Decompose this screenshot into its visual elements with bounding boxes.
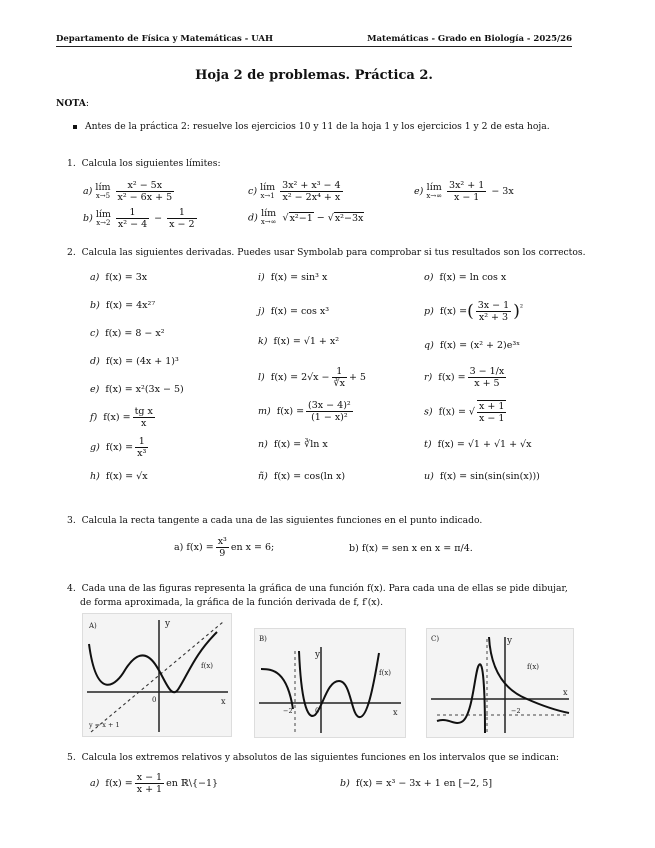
ex3-a: a) f(x) = $\frac{\text{x³}}{9}$ en x = 6; (174, 536, 275, 559)
figure-a-origin: 0 (152, 696, 157, 704)
ex2-n: n) f(x) = ∛ln x (258, 439, 328, 450)
ex2-h: h) f(x) = √x (90, 471, 148, 482)
ex2-f: f) f(x) = $\frac{\text{tg x}}{x}$ (90, 406, 153, 429)
ex2-enye: ñ) f(x) = cos(ln x) (258, 471, 346, 482)
figure-b-tag: B) (259, 635, 267, 643)
ex2-d: d) f(x) = (4x + 1)³ (90, 356, 179, 367)
figure-c-fx-label: f(x) (527, 663, 540, 671)
ex2-q: q) f(x) = (x² + 2)e³ˣ (424, 340, 521, 351)
figure-b-graph (255, 629, 405, 737)
ex1-d: d) lím x→∞ √x²−1 − √x²−3x (248, 208, 364, 226)
ex2-i: i) f(x) = sin³ x (258, 272, 328, 283)
header-right: Matemáticas - Grado en Biología - 2025/26 (367, 34, 572, 44)
ex2-p: p) f(x) =( $\frac{3x - 1}{\text{x² + 3}}$ )$^{^2}$ (424, 300, 524, 323)
ex2-k: k) f(x) = √1 + x² (258, 336, 340, 347)
figure-a-tag: A) (89, 622, 97, 630)
figure-a-x-label: x (221, 697, 226, 706)
figure-b-neg-label: −2 (283, 707, 293, 715)
ex5-a: a) f(x) = $\frac{x - 1}{x + 1}$ en ℝ\{−1} (90, 772, 219, 795)
header-rule (56, 46, 572, 47)
ex2-heading: 2. Calcula las siguientes derivadas. Puedes usar Symbolab para comprobar si tus resultados son los correctos. (67, 247, 586, 258)
ex2-j: j) f(x) = cos x³ (258, 306, 330, 317)
ex5-heading: 5. Calcula los extremos relativos y absolutos de las siguientes funciones en los intervalos que se indican: (67, 752, 559, 763)
ex2-r: r) f(x) = $\frac{3 - 1/x}{x + 5}$ (424, 366, 505, 389)
figure-c-graph (427, 629, 573, 737)
ex2-u: u) f(x) = sin(sin(sin(x))) (424, 471, 540, 482)
figure-c-x-label: x (563, 688, 568, 697)
ex4-line1: 4. Cada una de las figuras representa la gráfica de una función f(x). Para cada una de ellas se pide dibujar, (67, 583, 568, 594)
ex2-o: o) f(x) = ln cos x (424, 272, 507, 283)
ex3-heading: 3. Calcula la recta tangente a cada una de las siguientes funciones en el punto indicado. (67, 515, 483, 526)
ex2-a: a) f(x) = 3x (90, 272, 148, 283)
ex1-a: a) lím x→5 $\frac{\text{x² − 5x}}{\text{x² − 6x + 5}}$ (83, 180, 173, 203)
ex4-line2: de forma aproximada, la gráfica de la función derivada de f, f′(x). (80, 597, 383, 608)
ex1-heading: 1. Calcula los siguientes límites: (67, 158, 221, 169)
bullet-icon (73, 125, 77, 129)
ex2-b: b) f(x) = 4x²⁷ (90, 300, 156, 311)
figure-b-origin: 0 (315, 707, 320, 715)
figure-c (426, 628, 574, 738)
ex2-c: c) f(x) = 8 − x² (90, 328, 165, 339)
figure-a-y-label: y (165, 619, 171, 629)
ex5-b: b) f(x) = x³ − 3x + 1 en [−2, 5] (340, 778, 493, 789)
figure-a (82, 613, 232, 737)
ex1-b: b) lím x→2 $\frac{1}{\text{x² − 4}}$ − $\frac{1}{x - 2}$ (83, 207, 195, 230)
figure-a-asymptote: y = x + 1 (89, 721, 120, 729)
figure-a-graph (83, 614, 231, 736)
ex2-g: g) f(x) = $\frac{1}{\text{x³}}$ (90, 436, 147, 459)
ex1-e: e) lím x→∞ $\frac{\text{3x² + 1}}{x - 1}$ − 3x (414, 180, 514, 203)
figure-c-neg-label: −2 (511, 707, 521, 715)
figure-c-y-label: y (507, 636, 513, 646)
ex2-m: m) f(x) = $\frac{\text{(3x − 4)²}}{\text{(1 − x)²}}$ (258, 400, 351, 423)
figure-b (254, 628, 406, 738)
ex2-s: s) f(x) = √ $\frac{x + 1}{x - 1}$ (424, 401, 505, 424)
nota-bullet: Antes de la práctica 2: resuelve los ejercicios 10 y 11 de la hoja 1 y los ejercicios 1 y 2 de esta hoja. (73, 121, 550, 132)
ex3-b: b) f(x) = sen x en x = π/4. (349, 543, 473, 554)
ex2-l: l) f(x) = 2√x − $\frac{1}{∛x}$ + 5 (258, 366, 366, 389)
figure-a-fx-label: f(x) (201, 662, 214, 670)
ex1-c: c) lím x→1 $\frac{\text{3x² + x³ − 4}}{\text{x² − 2x⁴ + x}}$ (248, 180, 341, 203)
ex2-t: t) f(x) = √1 + √1 + √x (424, 439, 532, 450)
figure-b-y-label: y (315, 650, 321, 660)
ex2-e: e) f(x) = x²(3x − 5) (90, 384, 184, 395)
page-title: Hoja 2 de problemas. Práctica 2. (195, 68, 433, 83)
figure-b-x-label: x (393, 708, 398, 717)
figure-b-fx-label: f(x) (379, 669, 392, 677)
figure-c-tag: C) (431, 635, 440, 643)
header-left: Departamento de Física y Matemáticas - UAH (56, 34, 274, 44)
nota-label: NOTA: (56, 98, 89, 109)
